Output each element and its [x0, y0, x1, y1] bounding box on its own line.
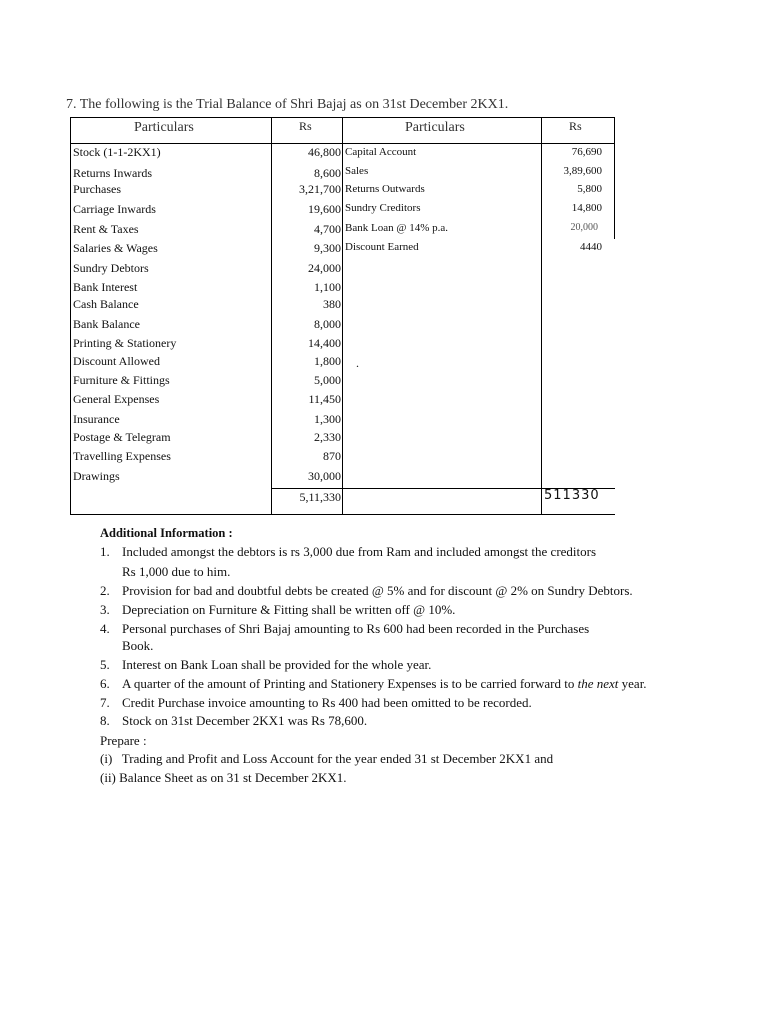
credit-particular: Returns Outwards: [345, 183, 425, 195]
credit-particular: Sales: [345, 165, 369, 177]
additional-info-heading: Additional Information :: [100, 526, 233, 540]
stray-mark: .: [356, 356, 359, 370]
list-item-number: 8.: [100, 713, 110, 728]
debit-amount: 1,300: [314, 412, 341, 426]
col-divider-2: [342, 117, 343, 514]
debit-amount: 11,450: [308, 392, 341, 406]
list-item-text: Stock on 31st December 2KX1 was Rs 78,600.: [122, 713, 368, 728]
list-item-text: Credit Purchase invoice amounting to Rs 400 had been omitted to be recorded.: [122, 695, 532, 710]
debit-amount: 19,600: [308, 202, 341, 216]
prepare-item: (i) Trading and Profit and Loss Account for the year ended 31 st December 2KX1 and: [100, 751, 554, 766]
credit-particular: Sundry Creditors: [345, 202, 421, 214]
debit-amount: 24,000: [308, 261, 341, 275]
list-item-text: Book.: [122, 638, 154, 653]
list-item-text: [122, 676, 647, 692]
debit-total: 5,11,330: [299, 490, 341, 504]
debit-particular: Carriage Inwards: [73, 202, 156, 216]
list-item-text-part: A quarter of the amount of Printing and Stationery Expenses is to be carried forward to: [122, 676, 578, 691]
list-item-text: Personal purchases of Shri Bajaj amounting to Rs 600 had been recorded in the Purchases: [122, 621, 590, 636]
debit-amount: 870: [323, 449, 341, 463]
credit-amount: 3,89,600: [563, 165, 602, 177]
debit-particular: Furniture & Fittings: [73, 373, 170, 387]
debit-amount: 1,100: [314, 280, 341, 294]
table-left-border: [70, 117, 71, 514]
debit-amount: 8,000: [314, 317, 341, 331]
debit-amount: 46,800: [308, 145, 341, 159]
prepare-item: (ii) Balance Sheet as on 31 st December 2KX1.: [100, 770, 347, 785]
credit-amount: 76,690: [571, 146, 602, 158]
debit-amount: 3,21,700: [299, 182, 341, 196]
debit-particular: Discount Allowed: [73, 354, 160, 368]
credit-amount: 14,800: [571, 202, 602, 214]
debit-particular: Insurance: [73, 412, 120, 426]
debit-amount: 4,700: [314, 222, 341, 236]
header-right-particulars: Particulars: [405, 120, 465, 135]
prepare-label: Prepare :: [100, 733, 147, 748]
list-item-number: 4.: [100, 621, 110, 636]
debit-particular: General Expenses: [73, 392, 160, 406]
credit-particular: Discount Earned: [345, 241, 419, 253]
debit-particular: Sundry Debtors: [73, 261, 149, 275]
list-item-number: 7.: [100, 695, 110, 710]
debit-particular: Rent & Taxes: [73, 222, 139, 236]
credit-particular: Bank Loan @ 14% p.a.: [345, 222, 448, 234]
debit-particular: Drawings: [73, 469, 120, 483]
debit-amount: 1,800: [314, 354, 341, 368]
list-item-text: Interest on Bank Loan shall be provided for the whole year.: [122, 657, 432, 672]
debit-particular: Salaries & Wages: [73, 241, 158, 255]
table-right-border: [614, 117, 615, 239]
header-left-rs: Rs: [299, 119, 312, 133]
debit-amount: 30,000: [308, 469, 341, 483]
list-item-text-part: year.: [618, 676, 647, 691]
debit-particular: Bank Balance: [73, 317, 140, 331]
debit-amount: 380: [323, 297, 341, 311]
list-item-text: Included amongst the debtors is rs 3,000 due from Ram and included amongst the creditors: [122, 544, 597, 559]
debit-amount: 9,300: [314, 241, 341, 255]
debit-particular: Bank Interest: [73, 280, 138, 294]
credit-particular: Capital Account: [345, 146, 417, 158]
list-item-text-italic: the next: [577, 676, 619, 691]
list-item-number: 5.: [100, 657, 110, 672]
list-item-text: Rs 1,000 due to him.: [122, 564, 231, 579]
debit-particular: Postage & Telegram: [73, 430, 171, 444]
credit-amount: 4440: [580, 241, 602, 253]
debit-particular: Returns Inwards: [73, 166, 152, 180]
debit-particular: Printing & Stationery: [73, 336, 177, 350]
debit-particular: Cash Balance: [73, 297, 139, 311]
debit-particular: Stock (1-1-2KX1): [73, 145, 161, 159]
credit-amount: 20,000: [570, 222, 598, 233]
col-divider-1: [271, 117, 272, 514]
debit-amount: 2,330: [314, 430, 341, 444]
list-item-text: Provision for bad and doubtful debts be created @ 5% and for discount @ 2% on Sundry Debtors.: [122, 583, 633, 598]
list-item-number: 6.: [100, 676, 110, 691]
header-right-rs: Rs: [569, 119, 582, 133]
credit-total: 511330: [544, 488, 600, 503]
question-title: 7. The following is the Trial Balance of Shri Bajaj as on 31st December 2KX1.: [66, 97, 509, 112]
debit-amount: 5,000: [314, 373, 341, 387]
list-item-number: 1.: [100, 544, 110, 559]
list-item-text: Depreciation on Furniture & Fitting shall be written off @ 10%.: [122, 602, 456, 617]
table-bottom-border: [70, 514, 615, 515]
debit-amount: 14,400: [308, 336, 341, 350]
debit-particular: Purchases: [73, 182, 121, 196]
list-item-number: 2.: [100, 583, 110, 598]
col-divider-3: [541, 117, 542, 514]
credit-amount: 5,800: [577, 183, 602, 195]
debit-amount: 8,600: [314, 166, 341, 180]
list-item-number: 3.: [100, 602, 110, 617]
debit-particular: Travelling Expenses: [73, 449, 171, 463]
header-left-particulars: Particulars: [134, 120, 194, 135]
